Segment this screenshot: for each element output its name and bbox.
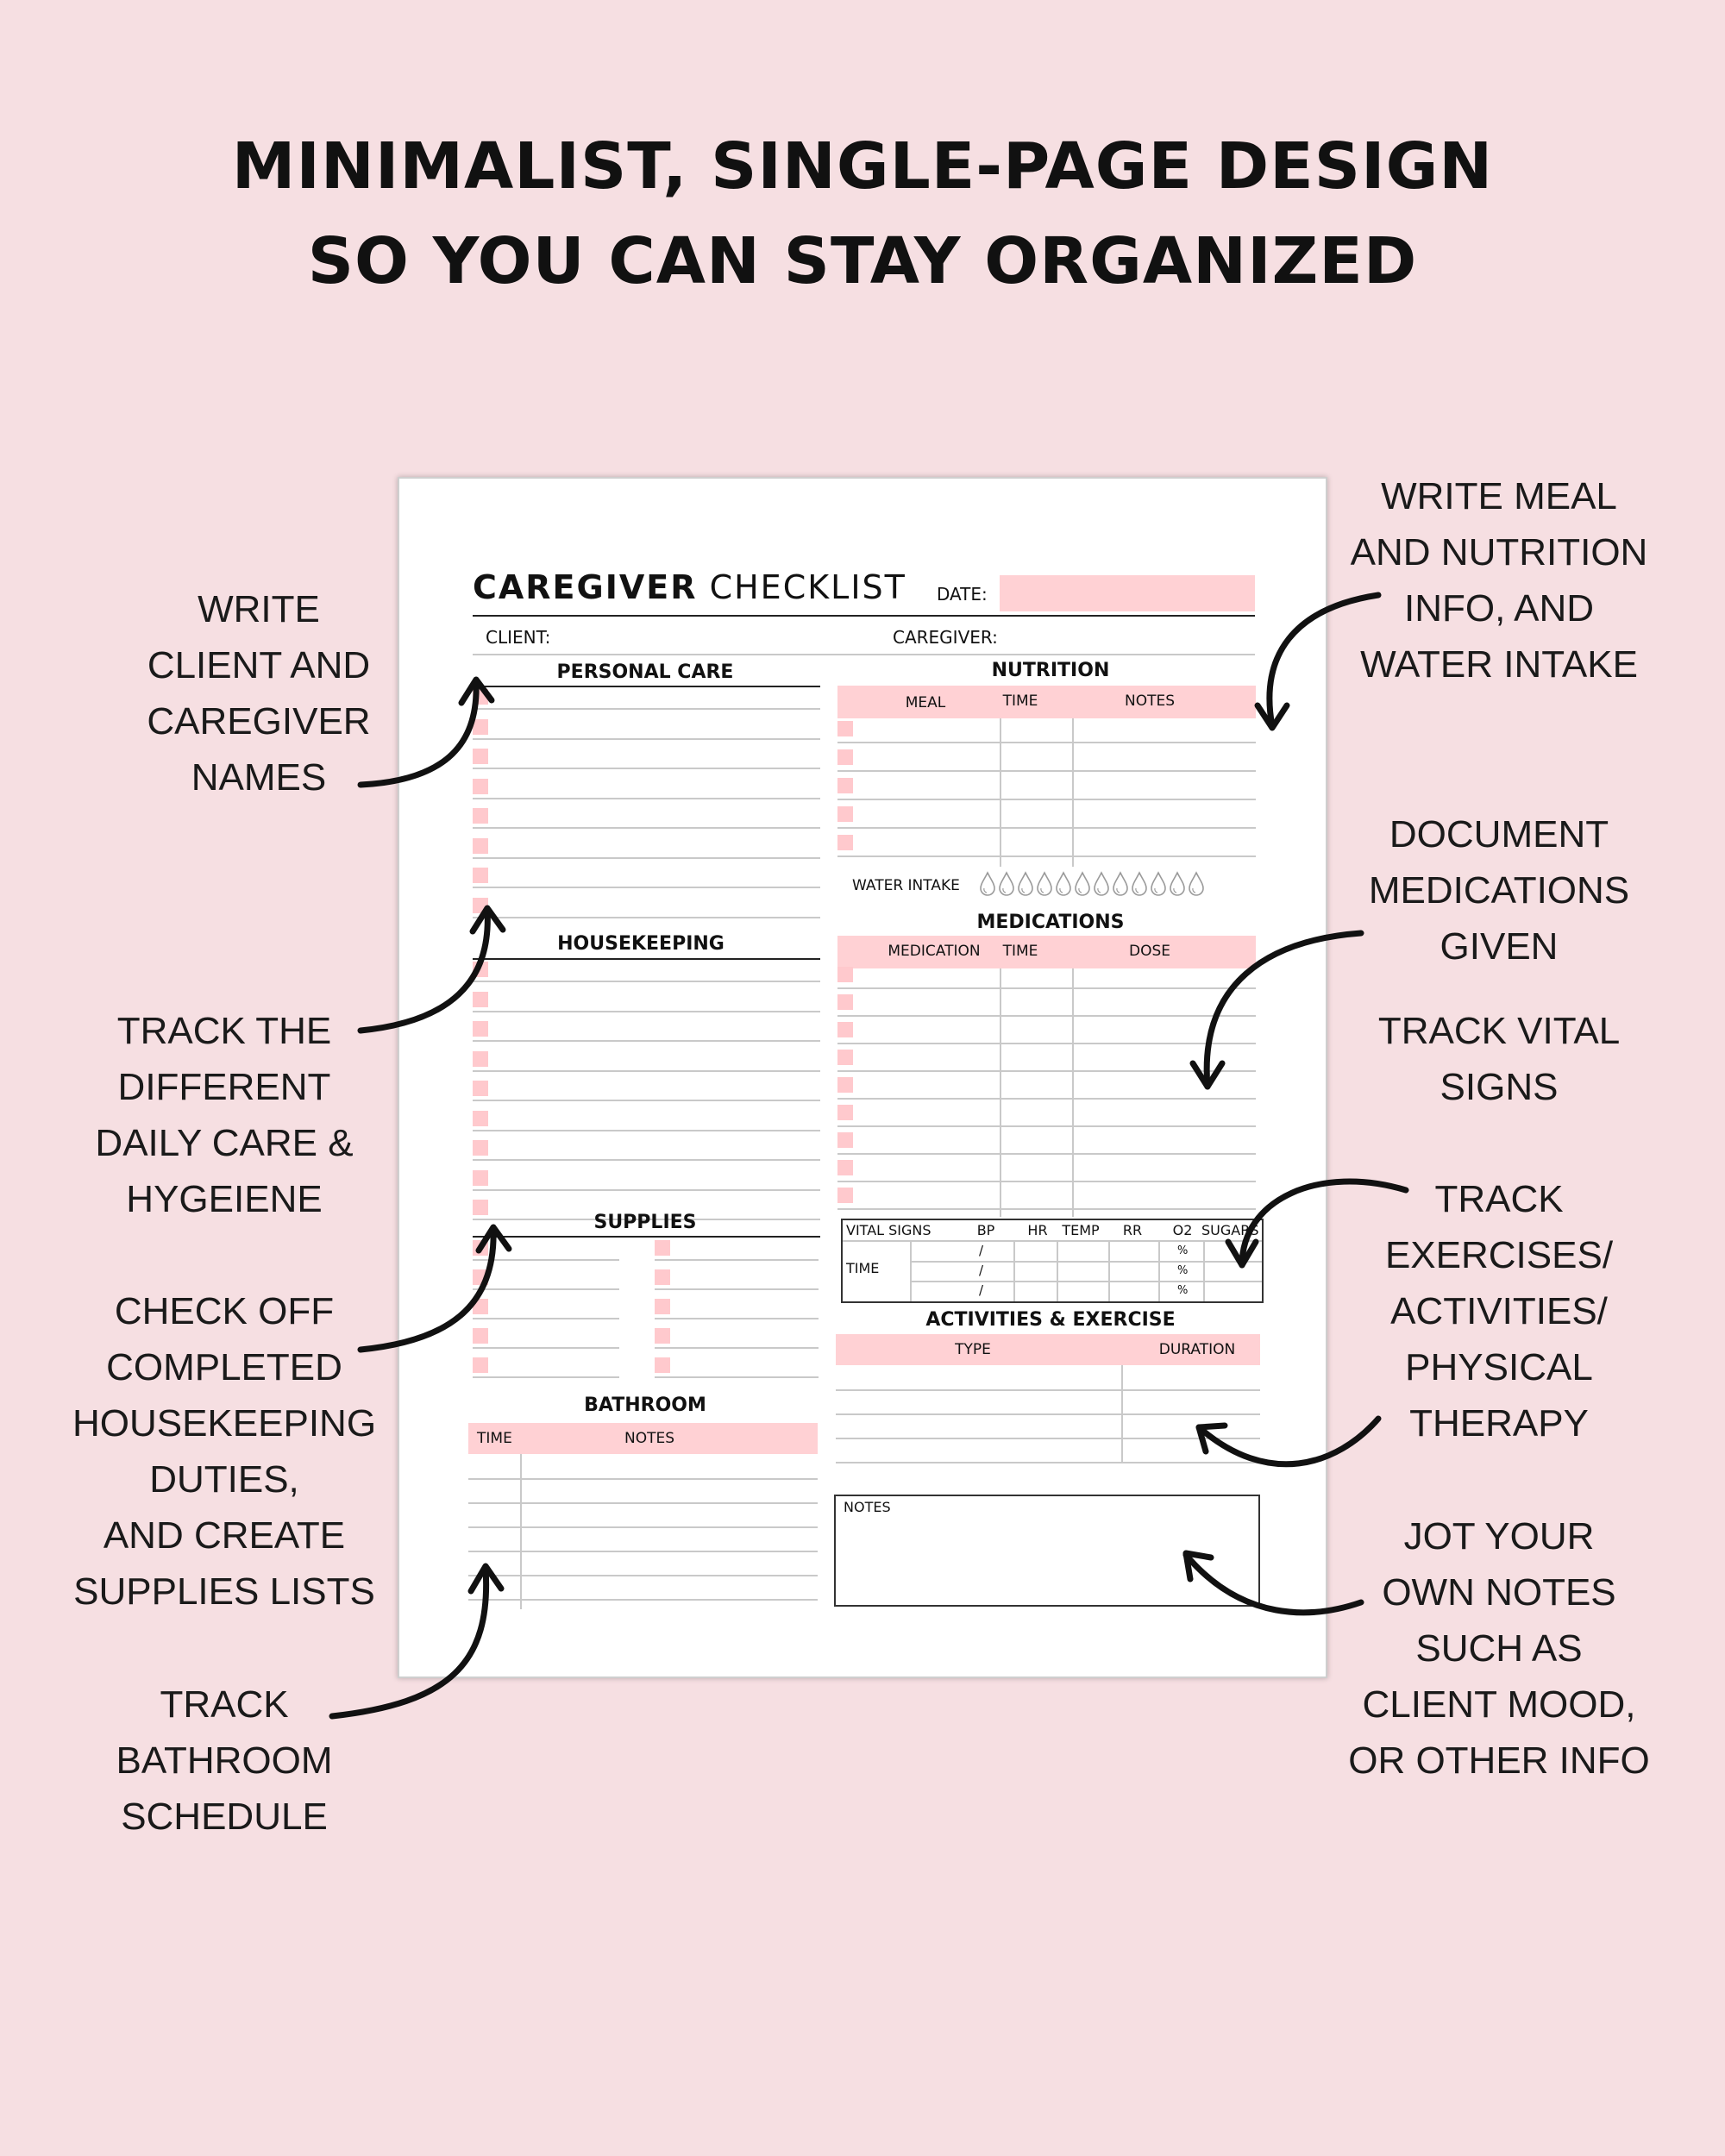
vital-col-divider — [1057, 1242, 1058, 1301]
nutrition-title: NUTRITION — [991, 660, 1110, 681]
callout-line: GIVEN — [1440, 925, 1559, 968]
checkbox[interactable] — [473, 808, 488, 824]
activities-col-duration: DURATION — [1158, 1341, 1236, 1358]
callout-line: DIFFERENT — [117, 1066, 331, 1108]
vital-signs-label: VITAL SIGNS — [846, 1222, 932, 1238]
row-line — [473, 708, 820, 710]
callout-line: HOUSEKEEPING — [72, 1402, 377, 1445]
checkbox[interactable] — [837, 1105, 853, 1120]
row-line — [837, 987, 1256, 989]
vital-signs-col: TEMP — [1062, 1222, 1100, 1238]
activities-title: ACTIVITIES & EXERCISE — [925, 1309, 1176, 1331]
row-line — [655, 1318, 819, 1319]
vital-col-divider — [910, 1242, 912, 1301]
o2-percent: % — [1177, 1244, 1189, 1257]
callout-line: WRITE — [198, 588, 320, 630]
personal-care-rule — [473, 686, 820, 687]
row-line — [837, 827, 1256, 829]
row-line — [473, 738, 820, 740]
row-line — [837, 1070, 1256, 1072]
notes-box[interactable] — [834, 1495, 1260, 1607]
water-drop-icon[interactable] — [1055, 871, 1072, 897]
checkbox[interactable] — [473, 962, 488, 977]
row-line — [836, 1389, 1260, 1391]
vital-signs-col: SUGARS — [1201, 1222, 1259, 1238]
housekeeping-title: HOUSEKEEPING — [557, 933, 724, 955]
nutrition-col-time: TIME — [1002, 693, 1038, 710]
checkbox[interactable] — [473, 1081, 488, 1096]
callout-line: AND CREATE — [103, 1514, 346, 1557]
callout-vitals — [1327, 1003, 1672, 1115]
callout-line: TRACK — [160, 1683, 289, 1726]
row-line — [473, 798, 820, 799]
checkbox[interactable] — [473, 1140, 488, 1156]
callout-line: SUPPLIES LISTS — [73, 1570, 375, 1613]
row-line — [473, 1011, 820, 1012]
row-line — [836, 1462, 1260, 1463]
row-line — [655, 1347, 819, 1349]
vital-signs-col: O2 — [1172, 1222, 1193, 1238]
row-line — [837, 856, 1256, 857]
callout-line: DOCUMENT — [1389, 813, 1609, 856]
callout-notes — [1327, 1508, 1672, 1789]
water-drop-icon[interactable] — [1150, 871, 1167, 897]
callout-line: EXERCISES/ — [1384, 1234, 1614, 1276]
checkbox[interactable] — [473, 749, 488, 764]
headline-line-2: SO YOU CAN STAY ORGANIZED — [307, 224, 1418, 298]
row-line — [473, 981, 820, 982]
callout-daily-care — [52, 1003, 397, 1227]
callout-line: BATHROOM — [116, 1739, 333, 1782]
vital-row-line — [912, 1281, 1262, 1282]
row-line — [473, 1130, 820, 1131]
row-line — [473, 1040, 820, 1042]
callout-line: TRACK THE — [116, 1010, 332, 1052]
checkbox[interactable] — [473, 898, 488, 913]
row-line — [468, 1502, 818, 1504]
checkbox[interactable] — [473, 1051, 488, 1067]
callout-line: MEDICATIONS — [1368, 869, 1630, 912]
row-line — [836, 1413, 1260, 1415]
row-line — [837, 1043, 1256, 1044]
callout-line: WRITE MEAL — [1381, 475, 1617, 517]
client-label: CLIENT: — [486, 627, 551, 648]
bathroom-divider — [520, 1454, 522, 1609]
callout-line: PHYSICAL — [1405, 1346, 1593, 1388]
callout-line: OR OTHER INFO — [1348, 1739, 1650, 1782]
water-drop-icon[interactable] — [1074, 871, 1091, 897]
checklist-sheet — [398, 477, 1327, 1678]
checkbox[interactable] — [473, 1021, 488, 1037]
callout-housekeeping — [52, 1283, 397, 1620]
vital-col-divider — [1203, 1242, 1205, 1301]
row-line — [473, 917, 820, 918]
callout-line: CLIENT MOOD, — [1362, 1683, 1636, 1726]
personal-care-title: PERSONAL CARE — [556, 661, 734, 683]
medications-divider-1 — [1000, 968, 1001, 1217]
checkbox[interactable] — [655, 1299, 670, 1314]
callout-line: SUCH AS — [1415, 1627, 1583, 1670]
checkbox[interactable] — [837, 1132, 853, 1148]
row-line — [473, 1347, 619, 1349]
callout-line: CHECK OFF — [114, 1290, 335, 1332]
date-field[interactable] — [1000, 575, 1255, 611]
row-line — [473, 1288, 619, 1290]
callout-line: WATER INTAKE — [1360, 643, 1638, 686]
row-line — [837, 1153, 1256, 1155]
callout-names — [86, 581, 431, 805]
water-drop-icon[interactable] — [1169, 871, 1186, 897]
vital-signs-header-rule — [843, 1240, 1262, 1242]
housekeeping-rule — [473, 958, 820, 960]
checkbox[interactable] — [655, 1328, 670, 1344]
vital-signs-col: HR — [1027, 1222, 1048, 1238]
row-line — [655, 1259, 819, 1261]
date-label: DATE: — [937, 584, 988, 605]
row-line — [473, 1259, 619, 1261]
row-line — [473, 1100, 820, 1101]
checkbox[interactable] — [655, 1269, 670, 1285]
vital-col-divider — [1158, 1242, 1160, 1301]
callout-exercise — [1327, 1171, 1672, 1451]
medications-divider-2 — [1072, 968, 1074, 1217]
row-line — [837, 770, 1256, 772]
bathroom-title: BATHROOM — [584, 1395, 706, 1416]
water-drop-icon[interactable] — [1188, 871, 1205, 897]
row-line — [473, 887, 820, 888]
checkbox[interactable] — [837, 1050, 853, 1065]
row-line — [473, 1318, 619, 1319]
checkbox[interactable] — [837, 1022, 853, 1037]
checkbox[interactable] — [473, 1328, 488, 1344]
callout-line: THERAPY — [1409, 1402, 1589, 1445]
callout-medications — [1327, 806, 1672, 975]
title-rule — [473, 615, 1255, 617]
water-intake-label: WATER INTAKE — [852, 877, 960, 894]
checkbox[interactable] — [837, 967, 853, 982]
callout-line: COMPLETED — [106, 1346, 342, 1388]
row-line — [837, 799, 1256, 800]
checkbox[interactable] — [837, 1077, 853, 1093]
checkbox[interactable] — [473, 1269, 488, 1285]
vital-signs-col: RR — [1122, 1222, 1143, 1238]
water-drop-icon[interactable] — [1017, 871, 1034, 897]
row-line — [468, 1551, 818, 1552]
medications-col-medication: MEDICATION — [888, 943, 981, 960]
row-line — [836, 1438, 1260, 1439]
callout-line: OWN NOTES — [1382, 1571, 1616, 1614]
medications-col-dose: DOSE — [1128, 943, 1170, 960]
checkbox[interactable] — [837, 994, 853, 1010]
callout-line: SCHEDULE — [121, 1796, 328, 1838]
vital-row-line — [912, 1261, 1262, 1263]
checkbox[interactable] — [837, 778, 853, 793]
nutrition-divider-2 — [1072, 718, 1074, 867]
bp-slash: / — [979, 1243, 984, 1258]
checkbox[interactable] — [837, 835, 853, 850]
checkbox[interactable] — [655, 1357, 670, 1373]
bathroom-col-time: TIME — [477, 1430, 512, 1447]
bp-slash: / — [979, 1263, 984, 1278]
callout-line: AND NUTRITION — [1350, 531, 1648, 573]
water-drop-icon[interactable] — [998, 871, 1015, 897]
checkbox[interactable] — [837, 806, 853, 822]
checkbox[interactable] — [473, 1299, 488, 1314]
bp-slash: / — [979, 1282, 984, 1298]
nutrition-divider-1 — [1000, 718, 1001, 867]
water-drop-icon[interactable] — [1131, 871, 1148, 897]
water-drop-icon[interactable] — [979, 871, 996, 897]
medications-col-time: TIME — [1002, 943, 1038, 960]
callout-line: CAREGIVER — [147, 700, 371, 743]
checkbox[interactable] — [473, 1357, 488, 1373]
checkbox[interactable] — [655, 1240, 670, 1256]
checkbox[interactable] — [473, 779, 488, 794]
row-line — [473, 1376, 619, 1378]
callout-bathroom — [52, 1677, 397, 1845]
checkbox[interactable] — [473, 719, 488, 735]
row-line — [473, 1159, 820, 1161]
caregiver-label: CAREGIVER: — [893, 627, 998, 648]
row-line — [655, 1376, 819, 1378]
callout-line: NAMES — [191, 756, 327, 799]
names-rule — [473, 654, 1255, 655]
row-line — [837, 1208, 1256, 1210]
checkbox[interactable] — [473, 1170, 488, 1186]
row-line — [837, 1015, 1256, 1017]
o2-percent: % — [1177, 1284, 1189, 1297]
headline-line-1: MINIMALIST, SINGLE-PAGE DESIGN — [231, 129, 1494, 204]
checkbox[interactable] — [473, 992, 488, 1007]
water-drop-icon[interactable] — [1112, 871, 1129, 897]
vital-signs-col: BP — [976, 1222, 995, 1238]
callout-line: DUTIES, — [149, 1458, 299, 1501]
row-line — [655, 1288, 819, 1290]
nutrition-col-meal: MEAL — [905, 694, 946, 711]
callout-line: TRACK VITAL — [1377, 1010, 1621, 1052]
checkbox[interactable] — [473, 838, 488, 854]
checkbox[interactable] — [473, 689, 488, 705]
callout-line: CLIENT AND — [147, 644, 371, 686]
row-line — [468, 1526, 818, 1528]
callout-nutrition — [1327, 468, 1672, 693]
row-line — [468, 1575, 818, 1576]
checkbox[interactable] — [473, 868, 488, 883]
sheet-title-bold: CAREGIVER — [473, 568, 698, 606]
vital-col-divider — [1013, 1242, 1015, 1301]
callout-line: HYGEIENE — [126, 1178, 323, 1220]
row-line — [473, 827, 820, 829]
row-line — [473, 1189, 820, 1191]
vital-signs-time-label: TIME — [846, 1260, 880, 1276]
row-line — [837, 1098, 1256, 1100]
row-line — [473, 857, 820, 859]
checkbox[interactable] — [837, 1160, 853, 1175]
vital-col-divider — [1108, 1242, 1110, 1301]
callout-line: TRACK — [1434, 1178, 1564, 1220]
medications-title: MEDICATIONS — [976, 912, 1125, 933]
checkbox[interactable] — [837, 1188, 853, 1203]
row-line — [837, 1181, 1256, 1182]
row-line — [473, 1070, 820, 1072]
notes-label: NOTES — [844, 1499, 891, 1515]
row-line — [468, 1599, 818, 1601]
row-line — [837, 742, 1256, 743]
bathroom-col-notes: NOTES — [624, 1430, 674, 1447]
checkbox[interactable] — [473, 1111, 488, 1126]
sheet-title-light: CHECKLIST — [709, 568, 906, 606]
supplies-title: SUPPLIES — [593, 1212, 697, 1233]
callout-line: DAILY CARE & — [95, 1122, 354, 1164]
row-line — [468, 1478, 818, 1480]
row-line — [837, 1125, 1256, 1127]
sheet-title — [473, 568, 906, 606]
water-drop-icon[interactable] — [1036, 871, 1053, 897]
o2-percent: % — [1177, 1264, 1189, 1277]
activities-col-type: TYPE — [955, 1341, 991, 1358]
checkbox[interactable] — [837, 749, 853, 765]
callout-line: INFO, AND — [1403, 587, 1595, 630]
checkbox[interactable] — [837, 721, 853, 736]
callout-line: JOT YOUR — [1403, 1515, 1595, 1557]
callout-line: ACTIVITIES/ — [1390, 1290, 1608, 1332]
nutrition-col-notes: NOTES — [1124, 693, 1175, 710]
water-drop-icon[interactable] — [1093, 871, 1110, 897]
callout-line: SIGNS — [1440, 1066, 1559, 1108]
row-line — [473, 768, 820, 769]
supplies-rule — [473, 1236, 820, 1238]
checkbox[interactable] — [473, 1240, 488, 1256]
